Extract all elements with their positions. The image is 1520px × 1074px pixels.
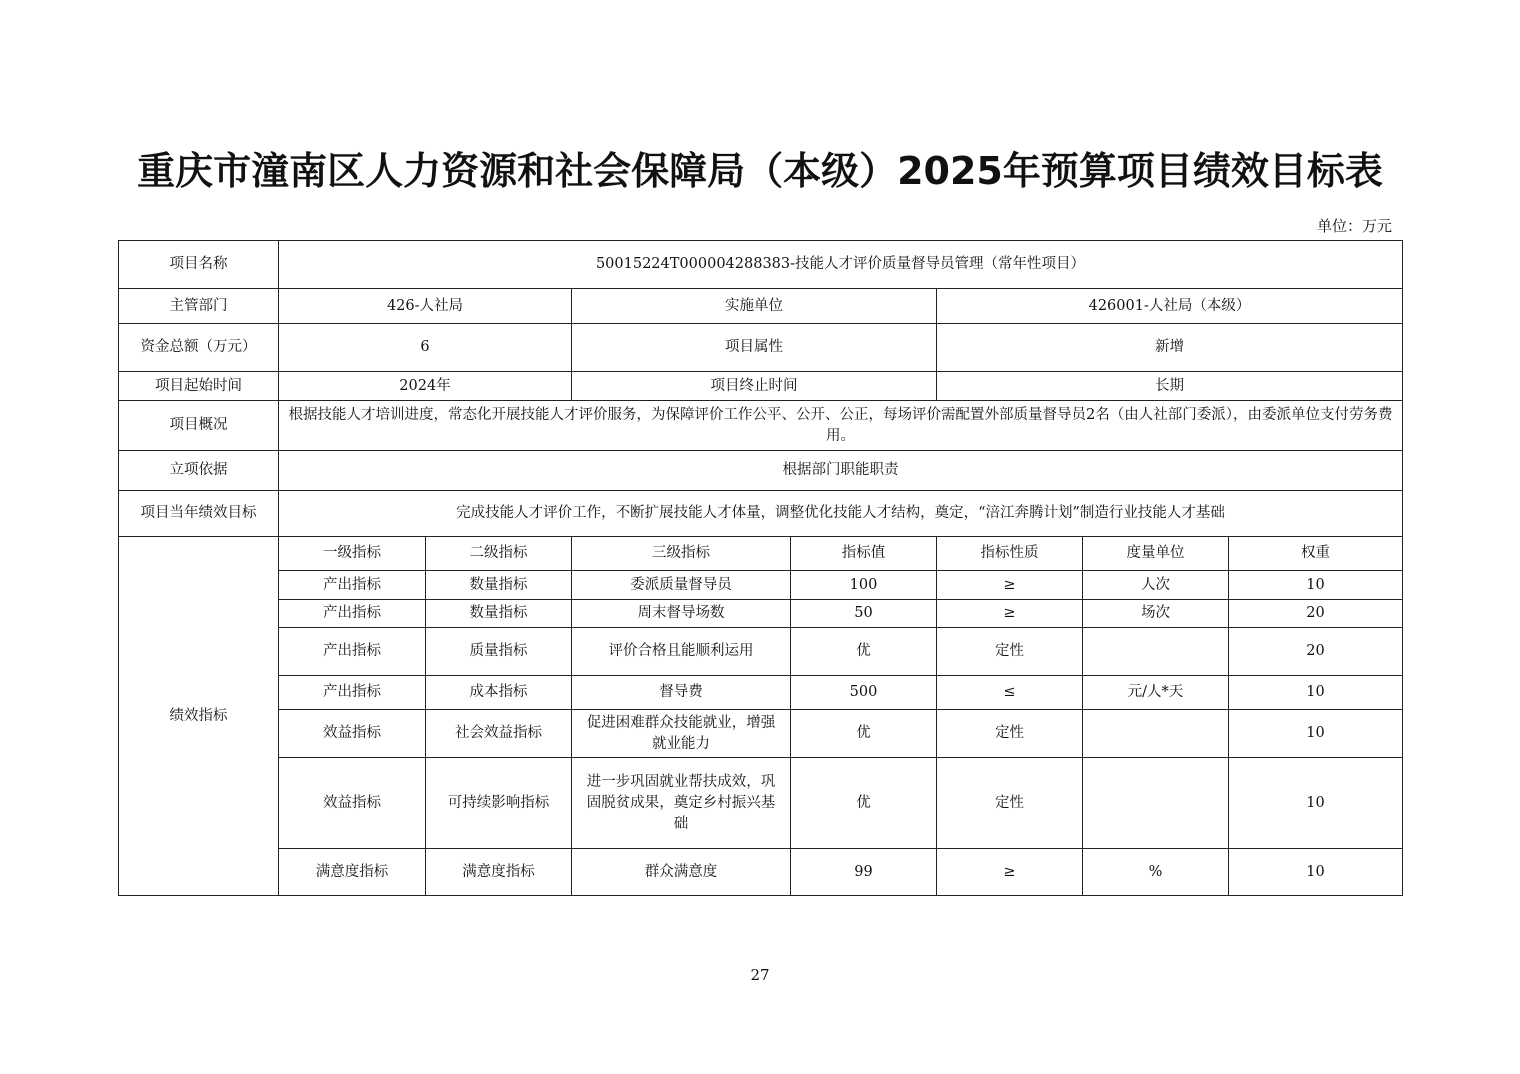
level2-cell: 可持续影响指标 <box>426 758 572 849</box>
row-time <box>119 372 1403 401</box>
header-level3: 三级指标 <box>572 537 791 571</box>
level1-cell: 产出指标 <box>279 571 426 600</box>
nature-cell: 定性 <box>937 628 1083 676</box>
nature-cell: 定性 <box>937 710 1083 758</box>
row-goal <box>119 491 1403 537</box>
weight-cell: 10 <box>1229 710 1403 758</box>
level1-cell: 效益指标 <box>279 758 426 849</box>
unit-cell: 场次 <box>1083 600 1229 628</box>
page-title: 重庆市潼南区人力资源和社会保障局（本级）2025年预算项目绩效目标表 <box>137 149 1383 193</box>
perf-label: 绩效指标 <box>119 537 279 896</box>
header-nature: 指标性质 <box>937 537 1083 571</box>
table-row <box>119 600 1403 628</box>
unit-cell: % <box>1083 849 1229 896</box>
level2-cell: 社会效益指标 <box>426 710 572 758</box>
level3-cell: 督导费 <box>572 676 791 710</box>
level2-cell: 满意度指标 <box>426 849 572 896</box>
level1-cell: 效益指标 <box>279 710 426 758</box>
level3-cell: 评价合格且能顺利运用 <box>572 628 791 676</box>
project-name-label: 项目名称 <box>119 241 279 289</box>
end-label: 项目终止时间 <box>572 372 937 401</box>
row-basis <box>119 451 1403 491</box>
impl-label: 实施单位 <box>572 289 937 324</box>
level3-cell: 促进困难群众技能就业，增强就业能力 <box>572 710 791 758</box>
performance-table <box>118 240 1403 896</box>
overview-value: 根据技能人才培训进度，常态化开展技能人才评价服务，为保障评价工作公平、公开、公正，每场评价需配置外部质量督导员2名（由人社部门委派），由委派单位支付劳务费用。 <box>279 401 1403 451</box>
weight-cell: 10 <box>1229 676 1403 710</box>
level2-cell: 数量指标 <box>426 571 572 600</box>
level1-cell: 产出指标 <box>279 628 426 676</box>
unit-cell: 人次 <box>1083 571 1229 600</box>
table-row <box>119 676 1403 710</box>
attr-value: 新增 <box>937 324 1403 372</box>
page-number: 27 <box>750 966 770 984</box>
basis-value: 根据部门职能职责 <box>279 451 1403 491</box>
value-cell: 优 <box>791 628 937 676</box>
impl-value: 426001-人社局（本级） <box>937 289 1403 324</box>
start-label: 项目起始时间 <box>119 372 279 401</box>
level1-cell: 满意度指标 <box>279 849 426 896</box>
fund-value: 6 <box>279 324 572 372</box>
unit-cell <box>1083 758 1229 849</box>
weight-cell: 10 <box>1229 571 1403 600</box>
project-name-value: 50015224T000004288383-技能人才评价质量督导员管理（常年性项目） <box>279 241 1403 289</box>
weight-cell: 20 <box>1229 628 1403 676</box>
level2-cell: 数量指标 <box>426 600 572 628</box>
nature-cell: ≤ <box>937 676 1083 710</box>
value-cell: 优 <box>791 710 937 758</box>
header-value: 指标值 <box>791 537 937 571</box>
unit-cell <box>1083 710 1229 758</box>
goal-label: 项目当年绩效目标 <box>119 491 279 537</box>
dept-label: 主管部门 <box>119 289 279 324</box>
fund-label: 资金总额（万元） <box>119 324 279 372</box>
value-cell: 100 <box>791 571 937 600</box>
weight-cell: 10 <box>1229 849 1403 896</box>
unit-note: 单位：万元 <box>1316 217 1392 235</box>
value-cell: 500 <box>791 676 937 710</box>
nature-cell: 定性 <box>937 758 1083 849</box>
dept-value: 426-人社局 <box>279 289 572 324</box>
header-level1: 一级指标 <box>279 537 426 571</box>
level3-cell: 进一步巩固就业帮扶成效，巩固脱贫成果，奠定乡村振兴基础 <box>572 758 791 849</box>
table-row <box>119 758 1403 849</box>
level1-cell: 产出指标 <box>279 600 426 628</box>
row-fund <box>119 324 1403 372</box>
level3-cell: 周末督导场数 <box>572 600 791 628</box>
table-row <box>119 571 1403 600</box>
row-overview <box>119 401 1403 451</box>
header-weight: 权重 <box>1229 537 1403 571</box>
perf-header-row <box>119 537 1403 571</box>
unit-cell <box>1083 628 1229 676</box>
level3-cell: 委派质量督导员 <box>572 571 791 600</box>
header-level2: 二级指标 <box>426 537 572 571</box>
level3-cell: 群众满意度 <box>572 849 791 896</box>
row-project-name <box>119 241 1403 289</box>
end-value: 长期 <box>937 372 1403 401</box>
goal-value: 完成技能人才评价工作，不断扩展技能人才体量，调整优化技能人才结构，奠定，“涪江奔腾计划”制造行业技能人才基础 <box>279 491 1403 537</box>
row-department <box>119 289 1403 324</box>
overview-label: 项目概况 <box>119 401 279 451</box>
nature-cell: ≥ <box>937 600 1083 628</box>
value-cell: 优 <box>791 758 937 849</box>
table-row <box>119 849 1403 896</box>
basis-label: 立项依据 <box>119 451 279 491</box>
level2-cell: 质量指标 <box>426 628 572 676</box>
level1-cell: 产出指标 <box>279 676 426 710</box>
header-unit: 度量单位 <box>1083 537 1229 571</box>
value-cell: 99 <box>791 849 937 896</box>
table-row <box>119 628 1403 676</box>
start-value: 2024年 <box>279 372 572 401</box>
attr-label: 项目属性 <box>572 324 937 372</box>
nature-cell: ≥ <box>937 571 1083 600</box>
level2-cell: 成本指标 <box>426 676 572 710</box>
weight-cell: 10 <box>1229 758 1403 849</box>
weight-cell: 20 <box>1229 600 1403 628</box>
unit-cell: 元/人*天 <box>1083 676 1229 710</box>
table-row <box>119 710 1403 758</box>
value-cell: 50 <box>791 600 937 628</box>
nature-cell: ≥ <box>937 849 1083 896</box>
